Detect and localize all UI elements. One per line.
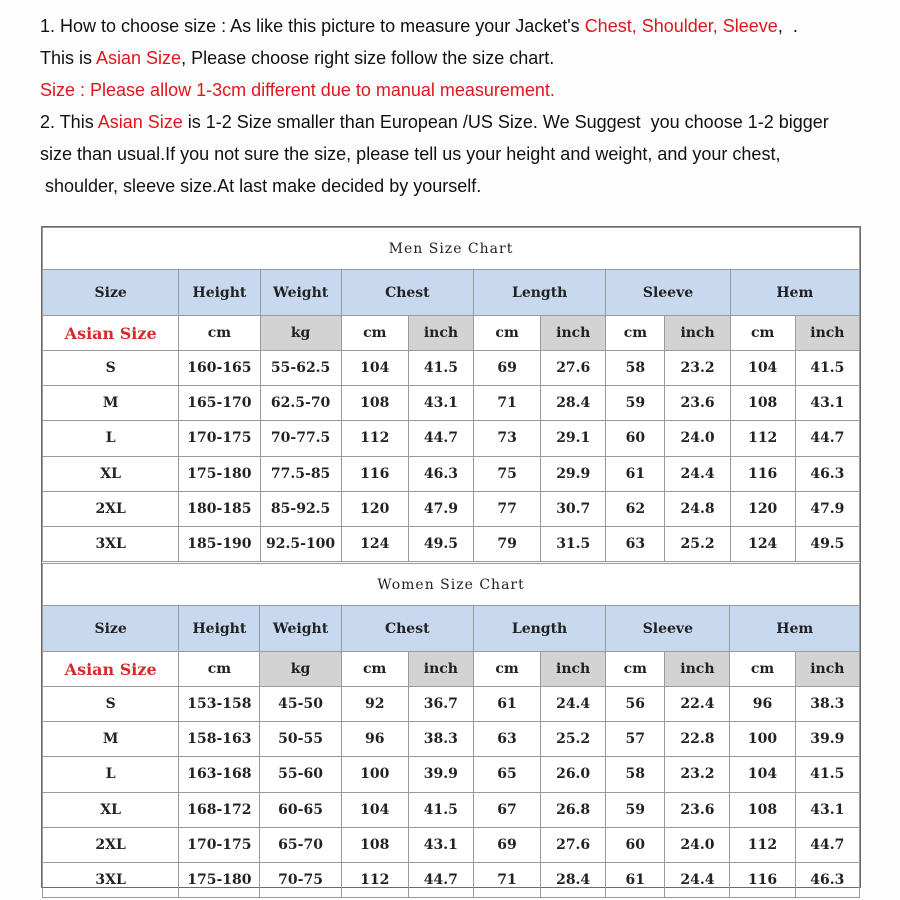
instruction-text: , Please choose right size follow the size chart. (181, 48, 555, 68)
table-cell: 116 (730, 862, 795, 897)
table-cell: 60 (606, 421, 665, 456)
table-cell: 24.4 (665, 862, 730, 897)
instruction-text: 1. How to choose size : As like this picture to measure your Jacket's (40, 16, 585, 36)
table-cell: 2XL (43, 827, 179, 862)
table-cell: 26.0 (541, 757, 606, 792)
unit-inch: inch (665, 316, 730, 351)
table-cell: 104 (341, 351, 408, 386)
table-row (43, 491, 860, 526)
table-cell: 73 (474, 421, 541, 456)
table-cell: 79 (474, 526, 541, 561)
table-cell: 43.1 (795, 792, 859, 827)
unit-inch: inch (541, 652, 606, 687)
header-size: Size (43, 606, 179, 652)
table-cell: 22.8 (665, 722, 730, 757)
table-cell: 165-170 (179, 386, 260, 421)
asian-size-highlight: Asian Size (97, 112, 183, 132)
table-cell: 41.5 (408, 792, 473, 827)
table-cell: 60-65 (260, 792, 341, 827)
table-cell: 120 (341, 491, 408, 526)
table-cell: 41.5 (408, 351, 473, 386)
unit-cm: cm (474, 316, 541, 351)
table-cell: 29.9 (541, 456, 606, 491)
table-cell: 160-165 (179, 351, 260, 386)
table-row (43, 386, 860, 421)
table-cell: S (43, 687, 179, 722)
table-cell: 49.5 (408, 526, 473, 561)
table-cell: 22.4 (665, 687, 730, 722)
table-cell: 24.4 (541, 687, 606, 722)
table-cell: 85-92.5 (260, 491, 341, 526)
unit-cm: cm (341, 652, 408, 687)
table-cell: 112 (341, 421, 408, 456)
table-cell: 39.9 (795, 722, 859, 757)
table-cell: 62.5-70 (260, 386, 341, 421)
header-length: Length (473, 606, 605, 652)
table-cell: 47.9 (408, 491, 473, 526)
table-cell: 38.3 (408, 722, 473, 757)
table-cell: 43.1 (408, 827, 473, 862)
instruction-line-3: Size : Please allow 1-3cm different due to manual measurement. (40, 80, 555, 100)
instruction-text: 2. This (40, 112, 98, 132)
table-cell: 180-185 (179, 491, 260, 526)
table-cell: 175-180 (179, 456, 260, 491)
table-cell: 28.4 (541, 386, 606, 421)
table-cell: 65-70 (260, 827, 341, 862)
table-cell: 44.7 (795, 421, 859, 456)
table-cell: 59 (606, 386, 665, 421)
instruction-line-4 (40, 111, 829, 133)
header-height: Height (179, 606, 260, 652)
table-cell: 71 (473, 862, 540, 897)
table-cell: 47.9 (795, 491, 859, 526)
table-cell: 104 (730, 351, 795, 386)
table-cell: 28.4 (541, 862, 606, 897)
table-cell: 163-168 (179, 757, 260, 792)
table-cell: 50-55 (260, 722, 341, 757)
women-size-chart (42, 563, 860, 898)
table-cell: 63 (606, 526, 665, 561)
header-chest: Chest (341, 606, 473, 652)
table-cell: S (43, 351, 179, 386)
unit-inch: inch (665, 652, 730, 687)
table-cell: 77.5-85 (260, 456, 341, 491)
table-row (43, 351, 860, 386)
chart-title-row (43, 228, 860, 270)
header-chest: Chest (341, 270, 473, 316)
unit-cm: cm (179, 652, 260, 687)
table-cell: 124 (341, 526, 408, 561)
table-row (43, 722, 860, 757)
table-cell: 24.4 (665, 456, 730, 491)
table-cell: 2XL (43, 491, 179, 526)
table-cell: 75 (474, 456, 541, 491)
unit-kg: kg (260, 316, 341, 351)
table-cell: 46.3 (408, 456, 473, 491)
table-cell: 112 (341, 862, 408, 897)
table-cell: 59 (606, 792, 665, 827)
instruction-text: is 1-2 Size smaller than European /US Size. We Suggest you choose 1-2 bigger (182, 112, 829, 132)
table-cell: 3XL (43, 862, 179, 897)
table-cell: 29.1 (541, 421, 606, 456)
table-row (43, 456, 860, 491)
table-cell: 23.2 (665, 757, 730, 792)
table-cell: 24.0 (665, 827, 730, 862)
table-cell: 25.2 (541, 722, 606, 757)
table-cell: 41.5 (795, 351, 859, 386)
table-cell: M (43, 386, 179, 421)
table-cell: 69 (473, 827, 540, 862)
chart-title: Women Size Chart (43, 564, 860, 606)
table-cell: 27.6 (541, 827, 606, 862)
table-cell: 23.6 (665, 386, 730, 421)
table-cell: 108 (341, 827, 408, 862)
table-cell: 170-175 (179, 421, 260, 456)
table-cell: 175-180 (179, 862, 260, 897)
table-cell: 58 (606, 757, 665, 792)
table-cell: L (43, 757, 179, 792)
table-cell: 24.0 (665, 421, 730, 456)
table-row (43, 757, 860, 792)
table-cell: 46.3 (795, 456, 859, 491)
unit-cm: cm (606, 652, 665, 687)
header-weight: Weight (260, 606, 341, 652)
unit-cm: cm (730, 316, 795, 351)
table-cell: 104 (730, 757, 795, 792)
table-cell: L (43, 421, 179, 456)
table-cell: 58 (606, 351, 665, 386)
table-cell: 70-77.5 (260, 421, 341, 456)
unit-inch: inch (408, 316, 473, 351)
table-cell: 39.9 (408, 757, 473, 792)
header-height: Height (179, 270, 260, 316)
unit-cm: cm (473, 652, 540, 687)
table-cell: 27.6 (541, 351, 606, 386)
instruction-line-1 (40, 15, 798, 37)
table-cell: 23.2 (665, 351, 730, 386)
unit-asian: Asian Size (43, 652, 179, 687)
table-cell: 30.7 (541, 491, 606, 526)
unit-inch: inch (795, 316, 859, 351)
table-cell: 100 (730, 722, 795, 757)
table-cell: 67 (473, 792, 540, 827)
table-cell: 24.8 (665, 491, 730, 526)
table-cell: 116 (341, 456, 408, 491)
unit-inch: inch (408, 652, 473, 687)
table-cell: 124 (730, 526, 795, 561)
table-cell: 77 (474, 491, 541, 526)
table-cell: 63 (473, 722, 540, 757)
table-cell: 112 (730, 827, 795, 862)
table-cell: 92 (341, 687, 408, 722)
table-row (43, 792, 860, 827)
chart-title: Men Size Chart (43, 228, 860, 270)
table-cell: 100 (341, 757, 408, 792)
table-cell: 43.1 (408, 386, 473, 421)
table-cell: 185-190 (179, 526, 260, 561)
table-cell: 56 (606, 687, 665, 722)
table-cell: 158-163 (179, 722, 260, 757)
unit-inch: inch (541, 316, 606, 351)
table-cell: 25.2 (665, 526, 730, 561)
table-cell: 45-50 (260, 687, 341, 722)
table-cell: 44.7 (795, 827, 859, 862)
table-cell: 120 (730, 491, 795, 526)
unit-inch: inch (795, 652, 859, 687)
header-weight: Weight (260, 270, 341, 316)
table-cell: 104 (341, 792, 408, 827)
instruction-line-2 (40, 47, 554, 69)
asian-size-highlight: Asian Size (96, 48, 182, 68)
table-cell: 44.7 (408, 421, 473, 456)
instruction-text: This is (40, 48, 97, 68)
header-hem: Hem (730, 270, 859, 316)
unit-cm: cm (606, 316, 665, 351)
header-sleeve: Sleeve (606, 270, 730, 316)
header-sleeve: Sleeve (606, 606, 730, 652)
table-cell: 38.3 (795, 687, 859, 722)
table-cell: 168-172 (179, 792, 260, 827)
table-cell: 69 (474, 351, 541, 386)
table-cell: 44.7 (408, 862, 473, 897)
unit-row (43, 652, 860, 687)
unit-cm: cm (341, 316, 408, 351)
table-cell: 60 (606, 827, 665, 862)
table-cell: 170-175 (179, 827, 260, 862)
table-cell: 61 (606, 862, 665, 897)
men-size-chart (42, 227, 860, 562)
table-cell: 55-62.5 (260, 351, 341, 386)
table-row (43, 526, 860, 561)
instruction-line-5: size than usual.If you not sure the size, please tell us your height and weight, and your chest, (40, 144, 781, 164)
table-cell: 26.8 (541, 792, 606, 827)
table-cell: XL (43, 792, 179, 827)
table-cell: 92.5-100 (260, 526, 341, 561)
table-cell: 61 (473, 687, 540, 722)
table-cell: 96 (341, 722, 408, 757)
table-cell: 46.3 (795, 862, 859, 897)
table-cell: XL (43, 456, 179, 491)
unit-kg: kg (260, 652, 341, 687)
table-cell: 3XL (43, 526, 179, 561)
table-cell: M (43, 722, 179, 757)
size-chart-panel (41, 226, 861, 888)
table-cell: 43.1 (795, 386, 859, 421)
table-row (43, 687, 860, 722)
table-cell: 31.5 (541, 526, 606, 561)
unit-cm: cm (730, 652, 795, 687)
table-cell: 108 (730, 386, 795, 421)
table-cell: 36.7 (408, 687, 473, 722)
table-cell: 112 (730, 421, 795, 456)
table-cell: 108 (730, 792, 795, 827)
table-cell: 116 (730, 456, 795, 491)
table-row (43, 862, 860, 897)
table-cell: 61 (606, 456, 665, 491)
measure-parts-highlight: Chest, Shoulder, Sleeve (584, 16, 778, 36)
table-cell: 62 (606, 491, 665, 526)
chart-title-row (43, 564, 860, 606)
instruction-text: , . (777, 16, 798, 36)
table-cell: 23.6 (665, 792, 730, 827)
header-length: Length (474, 270, 606, 316)
table-cell: 108 (341, 386, 408, 421)
table-row (43, 827, 860, 862)
table-cell: 55-60 (260, 757, 341, 792)
table-cell: 96 (730, 687, 795, 722)
table-cell: 41.5 (795, 757, 859, 792)
table-cell: 153-158 (179, 687, 260, 722)
instruction-line-6: shoulder, sleeve size.At last make decided by yourself. (40, 176, 482, 196)
table-cell: 71 (474, 386, 541, 421)
header-row (43, 606, 860, 652)
header-size: Size (43, 270, 179, 316)
table-cell: 65 (473, 757, 540, 792)
unit-row (43, 316, 860, 351)
unit-asian: Asian Size (43, 316, 179, 351)
table-cell: 49.5 (795, 526, 859, 561)
header-row (43, 270, 860, 316)
unit-cm: cm (179, 316, 260, 351)
table-row (43, 421, 860, 456)
table-cell: 57 (606, 722, 665, 757)
table-cell: 70-75 (260, 862, 341, 897)
header-hem: Hem (730, 606, 860, 652)
